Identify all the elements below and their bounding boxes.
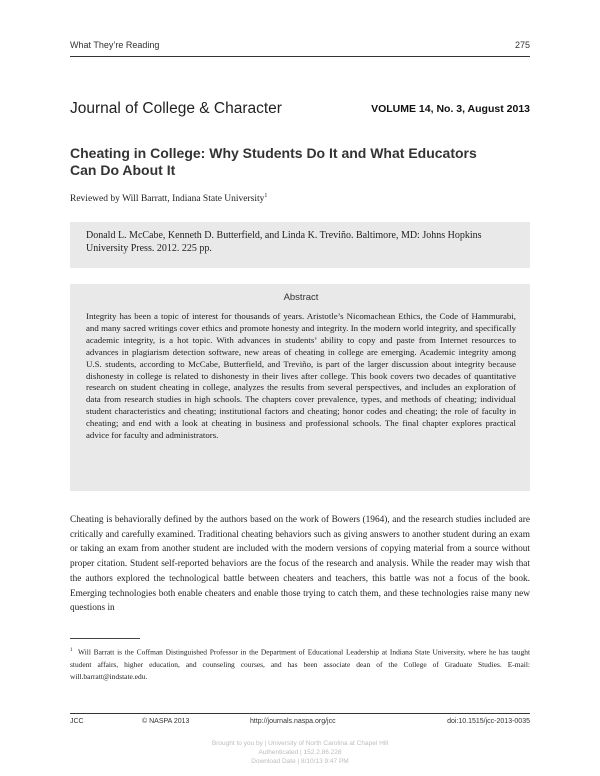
footer-doi: doi:10.1515/jcc-2013-0035 bbox=[447, 718, 530, 725]
watermark-line-3: Download Date | 8/10/13 9:47 PM bbox=[251, 758, 349, 765]
download-watermark bbox=[0, 739, 600, 766]
footnote-marker: 1 bbox=[70, 648, 73, 653]
footer-journal: JCC bbox=[70, 718, 84, 725]
footer-copyright: © NASPA 2013 bbox=[142, 718, 190, 725]
volume-info: VOLUME 14, No. 3, August 2013 bbox=[371, 103, 530, 115]
footnote bbox=[70, 645, 530, 684]
watermark-line-1: Brought to you by | University of North Carolina at Chapel Hill bbox=[211, 740, 389, 747]
reviewer-line bbox=[70, 193, 267, 204]
journal-name: Journal of College & Character bbox=[70, 100, 282, 117]
footnote-divider bbox=[70, 638, 140, 639]
header-divider bbox=[70, 56, 530, 57]
abstract-text: Integrity has been a topic of interest for thousands of years. Aristotle’s Nicomachean Ethics, the Code of Hammurabi, and many sacred writings cover ethics and promote honesty and integrity. In the modern world integrity, and specifically academic integrity, is a hot topic. With advances in students’ ability to copy and paste from Internet resources to advances in plagiarism detection software, new areas of cheating in college are emerging. Academic integrity among U.S. students, according to McCabe, Butterfield, and Treviño, is part of the larger discussion about integrity because dishonesty in college is related to dishonesty in their lives after college. This book covers two decades of quantitative research on student cheating in college, analyzes the results from several perspectives, and includes an exploration of data from research studies in high schools. The chapters cover prevalence, types, and methods of cheating; individual student characteristics and cheating; institutional factors and cheating; honor codes and cheating; the role of faculty in cheating; and end with a look at cheating in business and professional schools. The final chapter explores practical advice for faculty and administrators. bbox=[86, 311, 516, 441]
citation-text: Donald L. McCabe, Kenneth D. Butterfield, and Linda K. Treviño. Baltimore, MD: Johns Hopkins University Press. 2012. 225 pp. bbox=[86, 230, 482, 254]
reviewer-text: Reviewed by Will Barratt, Indiana State University bbox=[70, 194, 265, 205]
watermark-line-2: Authenticated | 152.2.86.228 bbox=[258, 749, 342, 756]
footer-divider bbox=[70, 713, 530, 714]
footer-url[interactable]: http://journals.naspa.org/jcc bbox=[250, 718, 336, 725]
running-head-section: What They’re Reading bbox=[70, 40, 160, 50]
book-citation bbox=[70, 222, 530, 268]
page-number: 275 bbox=[514, 40, 530, 50]
footnote-text: Will Barratt is the Coffman Distinguished Professor in the Department of Educational Leadership at Indiana State University, where he has taught student affairs, higher education, and counseling courses, and has been associate dean of the College of Graduate Studies. E-mail: will.barratt@indstate.edu. bbox=[70, 647, 531, 682]
footnote-ref: 1 bbox=[264, 193, 268, 199]
article-title: Cheating in College: Why Students Do It and What Educators Can Do About It bbox=[70, 145, 477, 178]
abstract-box bbox=[70, 284, 530, 491]
body-paragraph: Cheating is behaviorally defined by the authors based on the work of Bowers (1964), and the research studies included are critically and carefully examined. Traditional cheating behaviors such as giving answers to another student during an exam or taking an exam from another student are included with the modern versions of copying material from a source without proper citation. Student self-reported behaviors are the focus of the research and analysis. While the reader may wish that the authors explored the technological battle between cheaters and teachers, this battle was not a focus of the book. Emerging technologies both enable cheaters and enable those trying to catch them, and these technologies raise many new questions in bbox=[70, 515, 530, 614]
abstract-heading: Abstract bbox=[283, 292, 319, 303]
